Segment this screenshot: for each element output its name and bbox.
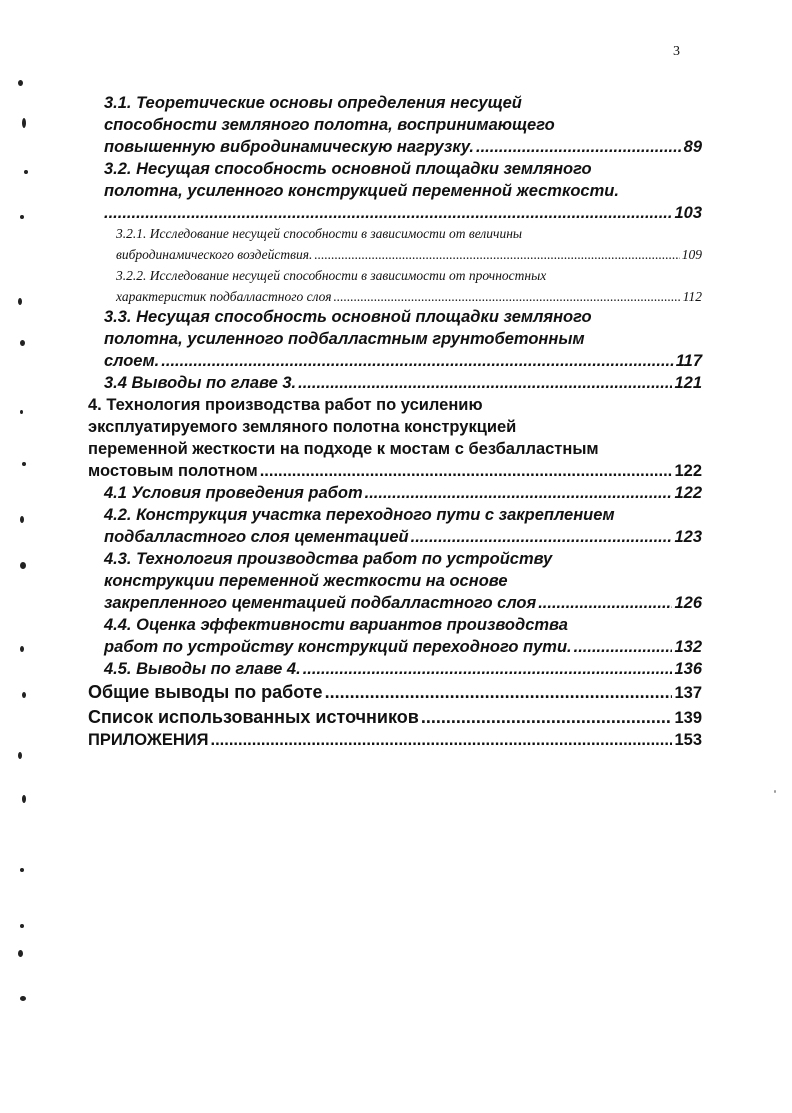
toc-entry-text: закрепленного цементацией подбалластного слоя: [104, 594, 537, 612]
scan-speck: [22, 462, 26, 466]
toc-entry-3-2[interactable]: [104, 158, 702, 224]
toc-entry-text: 3.2.2. Исследование несущей способности в зависимости от прочностных: [116, 268, 547, 283]
leader-dots: [325, 680, 673, 704]
toc-entry-text: полотна, усиленного конструкцией переменной жесткости.: [104, 182, 619, 200]
toc-page-number: 121: [674, 374, 702, 392]
toc-entry-text: 3.2. Несущая способность основной площадки земляного: [104, 160, 592, 178]
page-number: 3: [673, 44, 680, 59]
toc-page-number: 103: [674, 204, 702, 222]
toc-entry-general-conclusions[interactable]: [88, 680, 702, 705]
leader-dots: [476, 136, 682, 158]
toc-entry-3-2-1[interactable]: [116, 223, 702, 265]
toc-page-number: 117: [675, 352, 702, 370]
toc-entry-text: Общие выводы по работе: [88, 682, 323, 702]
leader-dots: [104, 202, 672, 224]
scan-speck: [20, 868, 24, 872]
toc-entry-sources[interactable]: [88, 705, 702, 730]
toc-page-number: 137: [674, 684, 702, 702]
toc-page-number: 122: [674, 462, 702, 480]
scan-speck: [20, 215, 24, 219]
toc-entry-text: ПРИЛОЖЕНИЯ: [88, 731, 209, 749]
toc-entry-4-5[interactable]: [104, 658, 702, 680]
toc-entry-text: 4.5. Выводы по главе 4.: [104, 660, 301, 678]
toc-entry-text: характеристик подбалластного слоя: [116, 289, 332, 304]
leader-dots: [161, 350, 673, 372]
leader-dots: [574, 636, 673, 658]
toc-entry-text: 3.1. Теоретические основы определения несущей: [104, 94, 522, 112]
toc-entry-text: способности земляного полотна, воспринимающего: [104, 116, 555, 134]
toc-entry-text: 4.3. Технология производства работ по устройству: [104, 550, 553, 568]
toc-entry-text: мостовым полотном: [88, 462, 258, 480]
toc-page-number: 153: [674, 731, 702, 749]
toc-entry-text: работ по устройству конструкций переходного пути.: [104, 638, 572, 656]
toc-page-number: 126: [674, 594, 702, 612]
leader-dots: [303, 658, 673, 680]
toc-entry-text: полотна, усиленного подбалластным грунтобетонным: [104, 330, 585, 348]
toc-entry-text: 3.4 Выводы по главе 3.: [104, 374, 297, 392]
toc-entry-text: эксплуатируемого земляного полотна конструкцией: [88, 418, 517, 436]
scan-speck: [22, 118, 26, 128]
leader-dots: [421, 705, 673, 729]
leader-dots: [210, 729, 672, 751]
toc-page-number: 132: [674, 638, 702, 656]
scan-speck: [18, 80, 23, 86]
toc-entry-appendix[interactable]: [88, 729, 702, 751]
toc-entry-4-4[interactable]: [104, 614, 702, 658]
toc-entry-text: переменной жесткости на подходе к мостам с безбалластным: [88, 440, 599, 458]
toc-page-number: 112: [682, 289, 702, 304]
scan-speck: [20, 562, 26, 569]
leader-dots: [314, 244, 679, 265]
toc-entry-text: вибродинамического воздействия.: [116, 247, 313, 262]
scan-speck: [774, 790, 776, 793]
scan-speck: [22, 795, 26, 803]
scan-speck: [24, 170, 28, 174]
toc-page-number: 139: [674, 709, 702, 727]
scan-speck: [20, 996, 26, 1001]
toc-entry-text: 4.2. Конструкция участка переходного пути с закреплением: [104, 506, 615, 524]
leader-dots: [333, 286, 680, 307]
leader-dots: [411, 526, 673, 548]
scan-speck: [18, 752, 22, 759]
scan-speck: [20, 340, 25, 346]
toc-entry-text: 4.4. Оценка эффективности вариантов производства: [104, 616, 568, 634]
toc-entry-4[interactable]: [88, 394, 702, 482]
toc-page-number: 109: [681, 247, 702, 262]
toc-entry-text: 3.2.1. Исследование несущей способности в зависимости от величины: [116, 226, 523, 241]
toc-entry-text: конструкции переменной жесткости на основе: [104, 572, 508, 590]
leader-dots: [298, 372, 672, 394]
scan-speck: [20, 516, 24, 523]
scan-speck: [20, 924, 24, 928]
toc-entry-text: подбалластного слоя цементацией: [104, 528, 409, 546]
toc-entry-text: 4. Технология производства работ по усилению: [88, 396, 483, 414]
toc-entry-4-2[interactable]: [104, 504, 702, 548]
scan-speck: [20, 646, 24, 652]
toc-entry-3-1[interactable]: [104, 92, 702, 158]
toc-entry-text: повышенную вибродинамическую нагрузку.: [104, 138, 475, 156]
toc-page-number: 122: [674, 484, 702, 502]
leader-dots: [538, 592, 672, 614]
scan-speck: [22, 692, 26, 698]
toc-entry-text: Список использованных источников: [88, 707, 419, 727]
scan-speck: [18, 298, 22, 305]
toc-page-number: 89: [683, 138, 702, 156]
toc-entry-4-1[interactable]: [104, 482, 702, 504]
toc-entry-3-3[interactable]: [104, 306, 702, 372]
toc-entry-4-3[interactable]: [104, 548, 702, 614]
toc-page-number: 123: [674, 528, 702, 546]
toc-entry-text: слоем.: [104, 352, 160, 370]
leader-dots: [260, 460, 673, 482]
toc-entry-text: 3.3. Несущая способность основной площадки земляного: [104, 308, 592, 326]
toc-entry-3-4[interactable]: [104, 372, 702, 394]
scan-speck: [18, 950, 23, 957]
scan-speck: [20, 410, 23, 414]
toc-entry-3-2-2[interactable]: [116, 265, 702, 307]
toc-entry-text: 4.1 Условия проведения работ: [104, 484, 363, 502]
toc-page-number: 136: [674, 660, 702, 678]
leader-dots: [365, 482, 673, 504]
